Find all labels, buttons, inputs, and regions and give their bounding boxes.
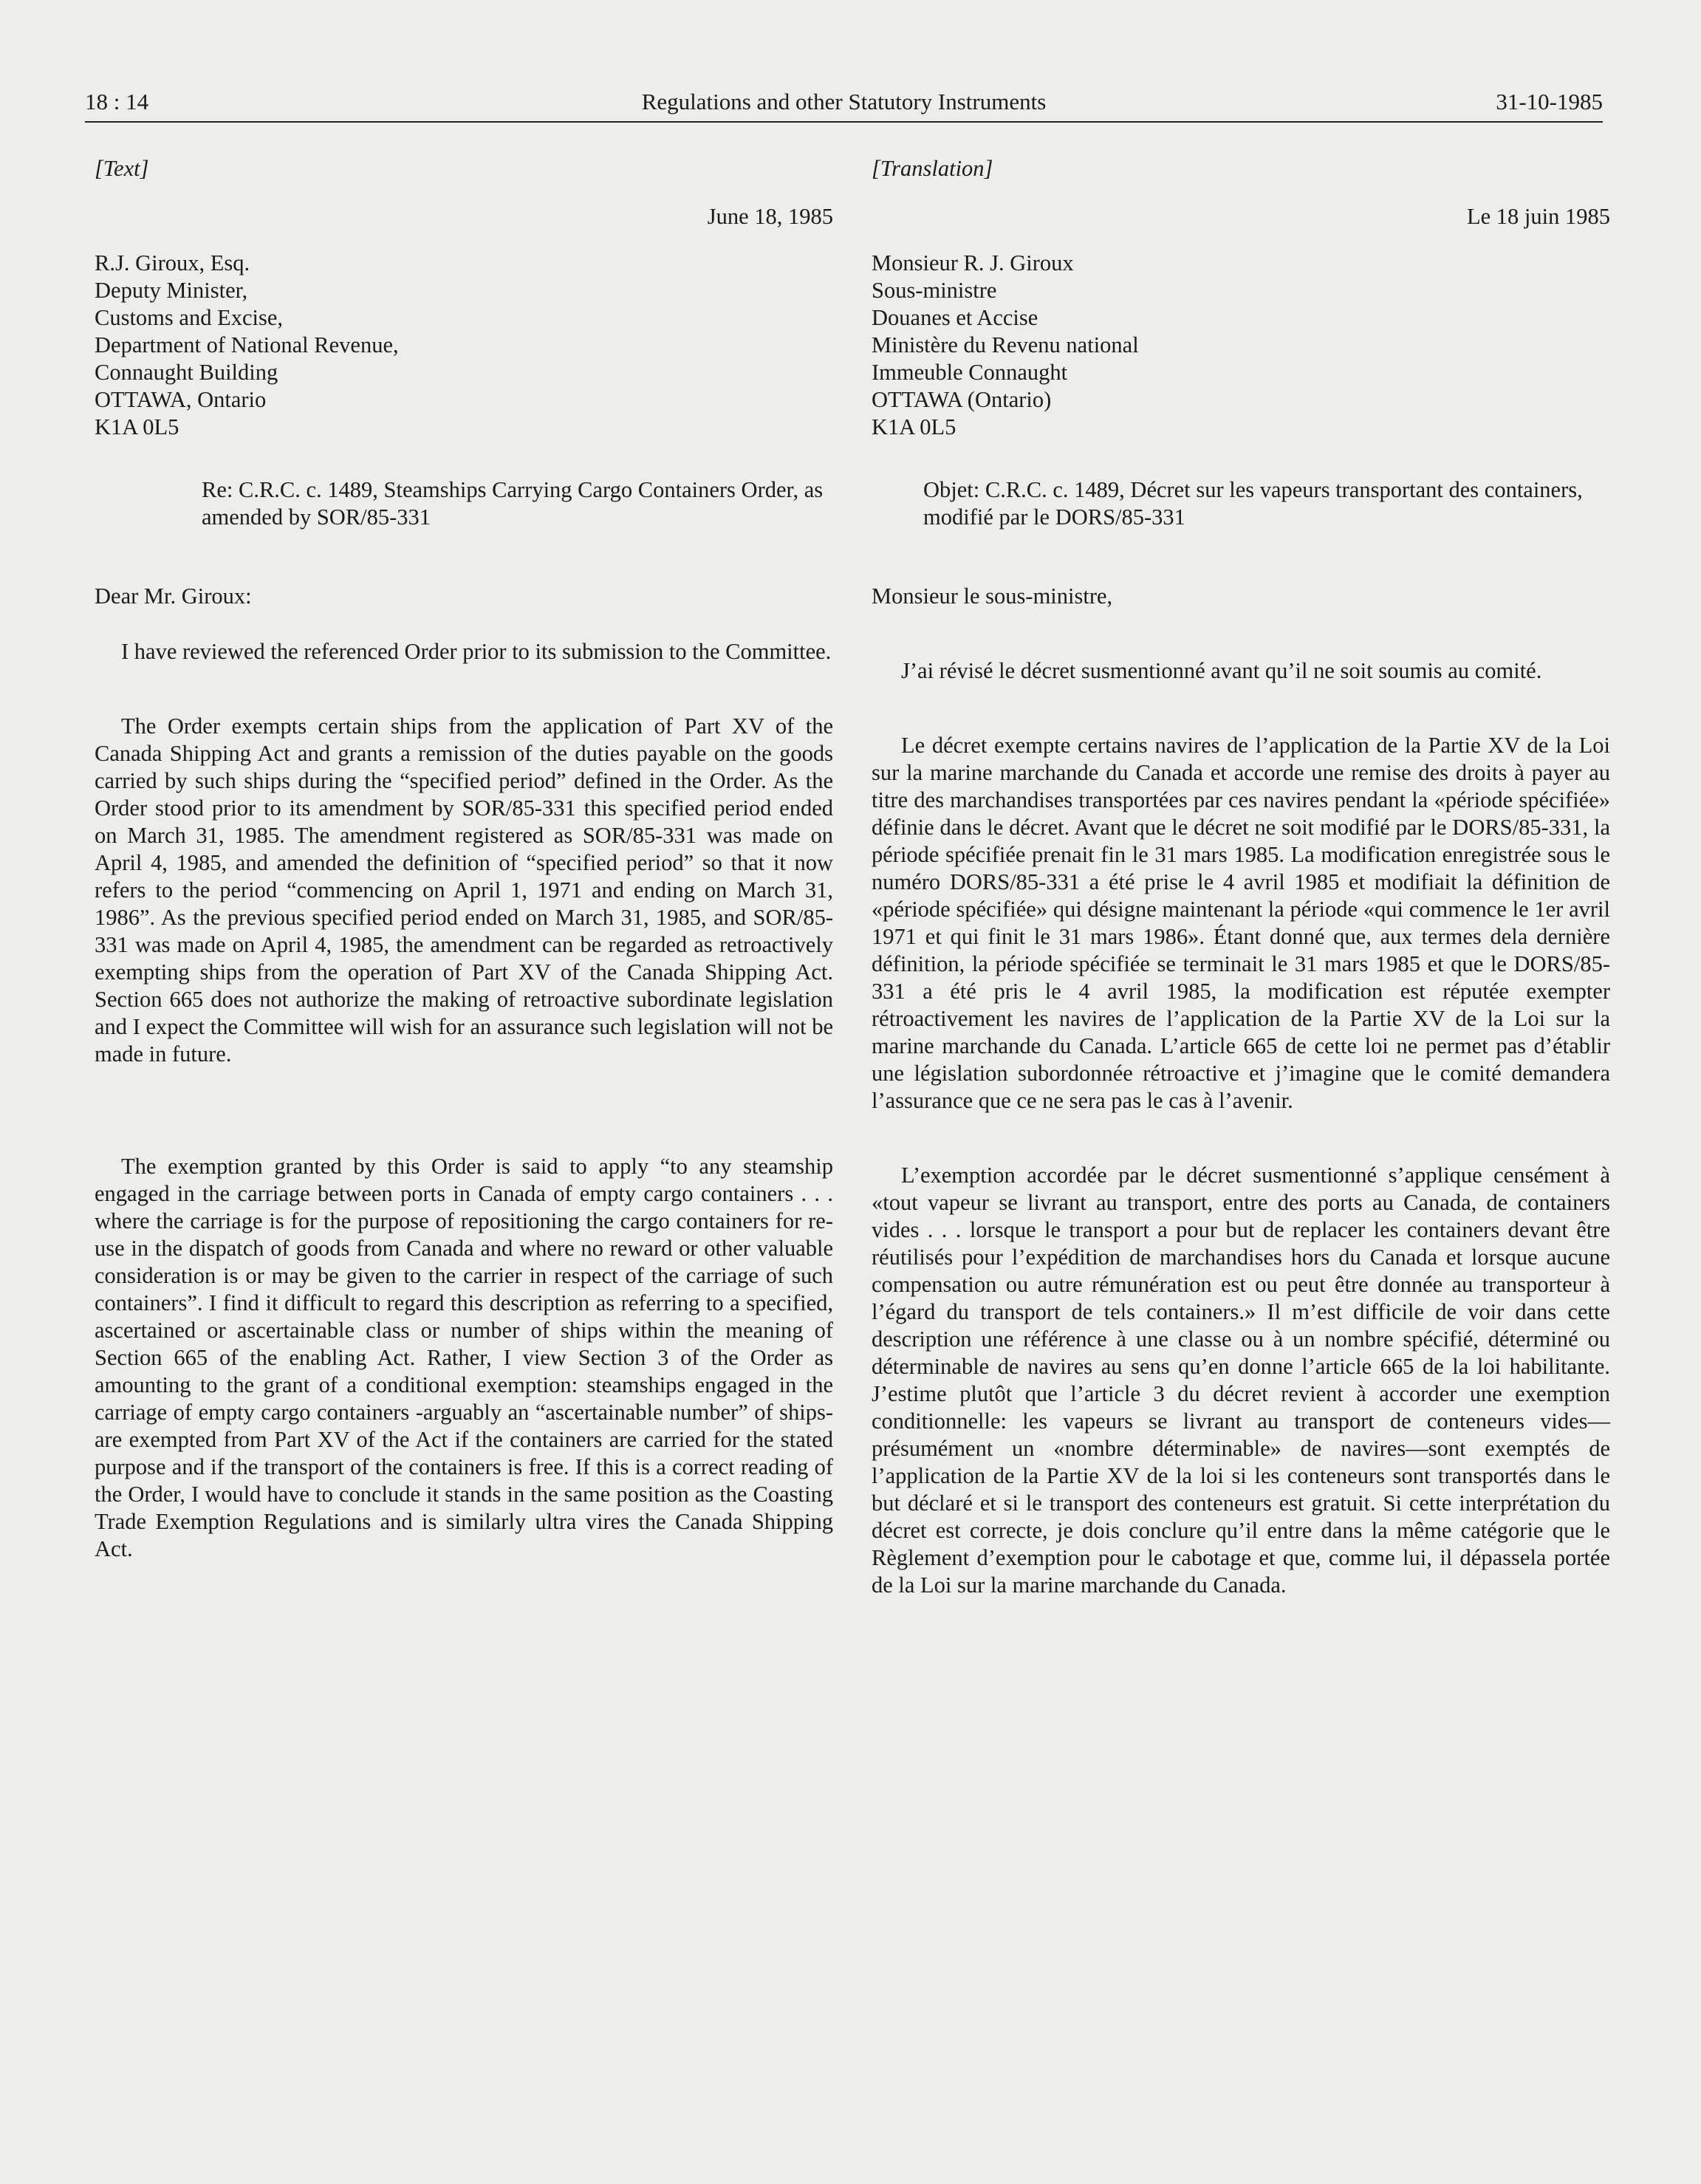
address-line: Deputy Minister,	[95, 278, 248, 303]
page-number: 18 : 14	[85, 89, 149, 114]
salutation: Monsieur le sous-ministre,	[872, 583, 1113, 609]
body-paragraph: L’exemption accordée par le décret susmentionné s’applique censément à «tout vapeur se livrant au transport, entre des ports au Canada, de containers vides . . . lorsque le transport a pour but de replacer les containers devant être réutilisés pour l’expédition de marchandises hors du Canada et lorsque aucune compensation ou autre rémunération est ou peut être donnée au transporteur à l’égard du transport de tels containers.» Il m’est difficile de voir dans cette description une référence à une classe ou à un nombre spécifié, déterminé ou déterminable de navires au sens qu’en donne l’article 665 de la loi habilitante. J’estime plutôt que l’article 3 du décret revient à accorder une exemption conditionnelle: les vapeurs se livrant au transport de conteneurs vides—présumément un «nombre déterminable» de navires—sont exemptés de l’application de la Partie XV de la loi si les conteneurs sont transportés dans le but déclaré et si le transport des conteneurs est gratuit. Si cette interprétation du décret est correcte, je dois conclure qu’il entre dans la même catégorie que le Règlement d’exemption pour le cabotage et que, comme lui, il dépassela portée de la Loi sur la marine marchande du Canada.	[872, 1163, 1610, 1598]
recipient-address	[95, 250, 833, 441]
address-line: OTTAWA, Ontario	[95, 387, 267, 412]
letter-date: Le 18 juin 1985	[1467, 204, 1610, 229]
subject-line: Re: C.R.C. c. 1489, Steamships Carrying Cargo Containers Order, as amended by SOR/85-331	[202, 477, 824, 530]
translation-label: [Translation]	[872, 156, 993, 181]
address-line: Connaught Building	[95, 360, 278, 385]
letter-date: June 18, 1985	[707, 204, 833, 229]
publication-title: Regulations and other Statutory Instruments	[641, 89, 1047, 114]
running-header	[85, 83, 1603, 123]
english-column	[95, 155, 833, 1563]
french-column	[872, 155, 1610, 1599]
address-line: R.J. Giroux, Esq.	[95, 250, 250, 275]
body-paragraph: J’ai révisé le décret susmentionné avant qu’il ne soit soumis au comité.	[901, 658, 1542, 683]
body-paragraph: The exemption granted by this Order is said to apply “to any steamship engaged in the carriage between ports in Canada of empty cargo containers . . . where the carriage is for the purpose of repositioning the cargo containers for re-use in the dispatch of goods from Canada and where no reward or other valuable consideration is or may be given to the carrier in respect of the carriage of such containers”. I find it difficult to regard this description as referring to a specified, ascertained or ascertainable class or number of ships within the meaning of Section 665 of the enabling Act. Rather, I view Section 3 of the Order as amounting to the grant of a conditional exemption: steamships engaged in the carriage of empty cargo containers -arguably an “ascertainable number” of ships-are exempted from Part XV of the Act if the containers are carried for the stated purpose and if the transport of the containers is free. If this is a correct reading of the Order, I would have to conclude it stands in the same position as the Coasting Trade Exemption Regulations and is similarly ultra vires the Canada Shipping Act.	[95, 1154, 833, 1561]
address-line: Customs and Excise,	[95, 305, 283, 330]
body-paragraph: I have reviewed the referenced Order prior to its submission to the Committee.	[121, 639, 832, 664]
address-line: Monsieur R. J. Giroux	[872, 250, 1074, 275]
body-paragraph: The Order exempts certain ships from the application of Part XV of the Canada Shipping Act and grants a remission of the duties payable on the goods carried by such ships during the “specified period” defined in the Order. As the Order stood prior to its amendment by SOR/85-331 this specified period ended on March 31, 1985. The amendment registered as SOR/85-331 was made on April 4, 1985, and amended the definition of “specified period” so that it now refers to the period “commencing on April 1, 1971 and ending on March 31, 1986”. As the previous specified period ended on March 31, 1985, and SOR/85-331 was made on April 4, 1985, the amendment can be regarded as retroactively exempting ships from the operation of Part XV of the Canada Shipping Act. Section 665 does not authorize the making of retroactive subordinate legislation and I expect the Committee will wish for an assurance such legislation will not be made in future.	[95, 713, 833, 1067]
address-line: Department of National Revenue,	[95, 332, 399, 357]
recipient-address	[872, 250, 1610, 441]
address-line: Douanes et Accise	[872, 305, 1038, 330]
issue-date: 31-10-1985	[1496, 89, 1603, 114]
address-line: K1A 0L5	[95, 414, 179, 439]
body-paragraph: Le décret exempte certains navires de l’application de la Partie XV de la Loi sur la marine marchande du Canada et accorde une remise des droits à payer au titre des marchandises transportées par ces navires pendant la «période spécifiée» définie dans le décret. Avant que le décret ne soit modifié par le DORS/85-331, la période spécifiée prenait fin le 31 mars 1985. La modification enregistrée sous le numéro DORS/85-331 a été prise le 4 avril 1985 et modifiait la définition de «période spécifiée» qui désigne maintenant la période «qui commence le 1er avril 1971 et qui finit le 31 mars 1986». Étant donné que, aux termes dela dernière définition, la période spécifiée se terminait le 31 mars 1985 et que le DORS/85-331 a été pris le 4 avril 1985, la modification est réputée exempter rétroactivement les navires de l’application de la Partie XV de la Loi sur la marine marchande du Canada. L’article 665 de cette loi ne permet pas d’établir une législation subordonnée rétroactive et j’imagine que le comité demandera l’assurance que ce ne sera pas le cas à l’avenir.	[872, 733, 1610, 1113]
subject-line: Objet: C.R.C. c. 1489, Décret sur les vapeurs transportant des containers, modifié par le DORS/85-331	[923, 477, 1583, 530]
text-label: [Text]	[95, 156, 149, 181]
address-line: OTTAWA (Ontario)	[872, 387, 1052, 412]
address-line: Ministère du Revenu national	[872, 332, 1139, 357]
salutation: Dear Mr. Giroux:	[95, 583, 252, 609]
address-line: Sous-ministre	[872, 278, 997, 303]
address-line: K1A 0L5	[872, 414, 956, 439]
address-line: Immeuble Connaught	[872, 360, 1068, 385]
